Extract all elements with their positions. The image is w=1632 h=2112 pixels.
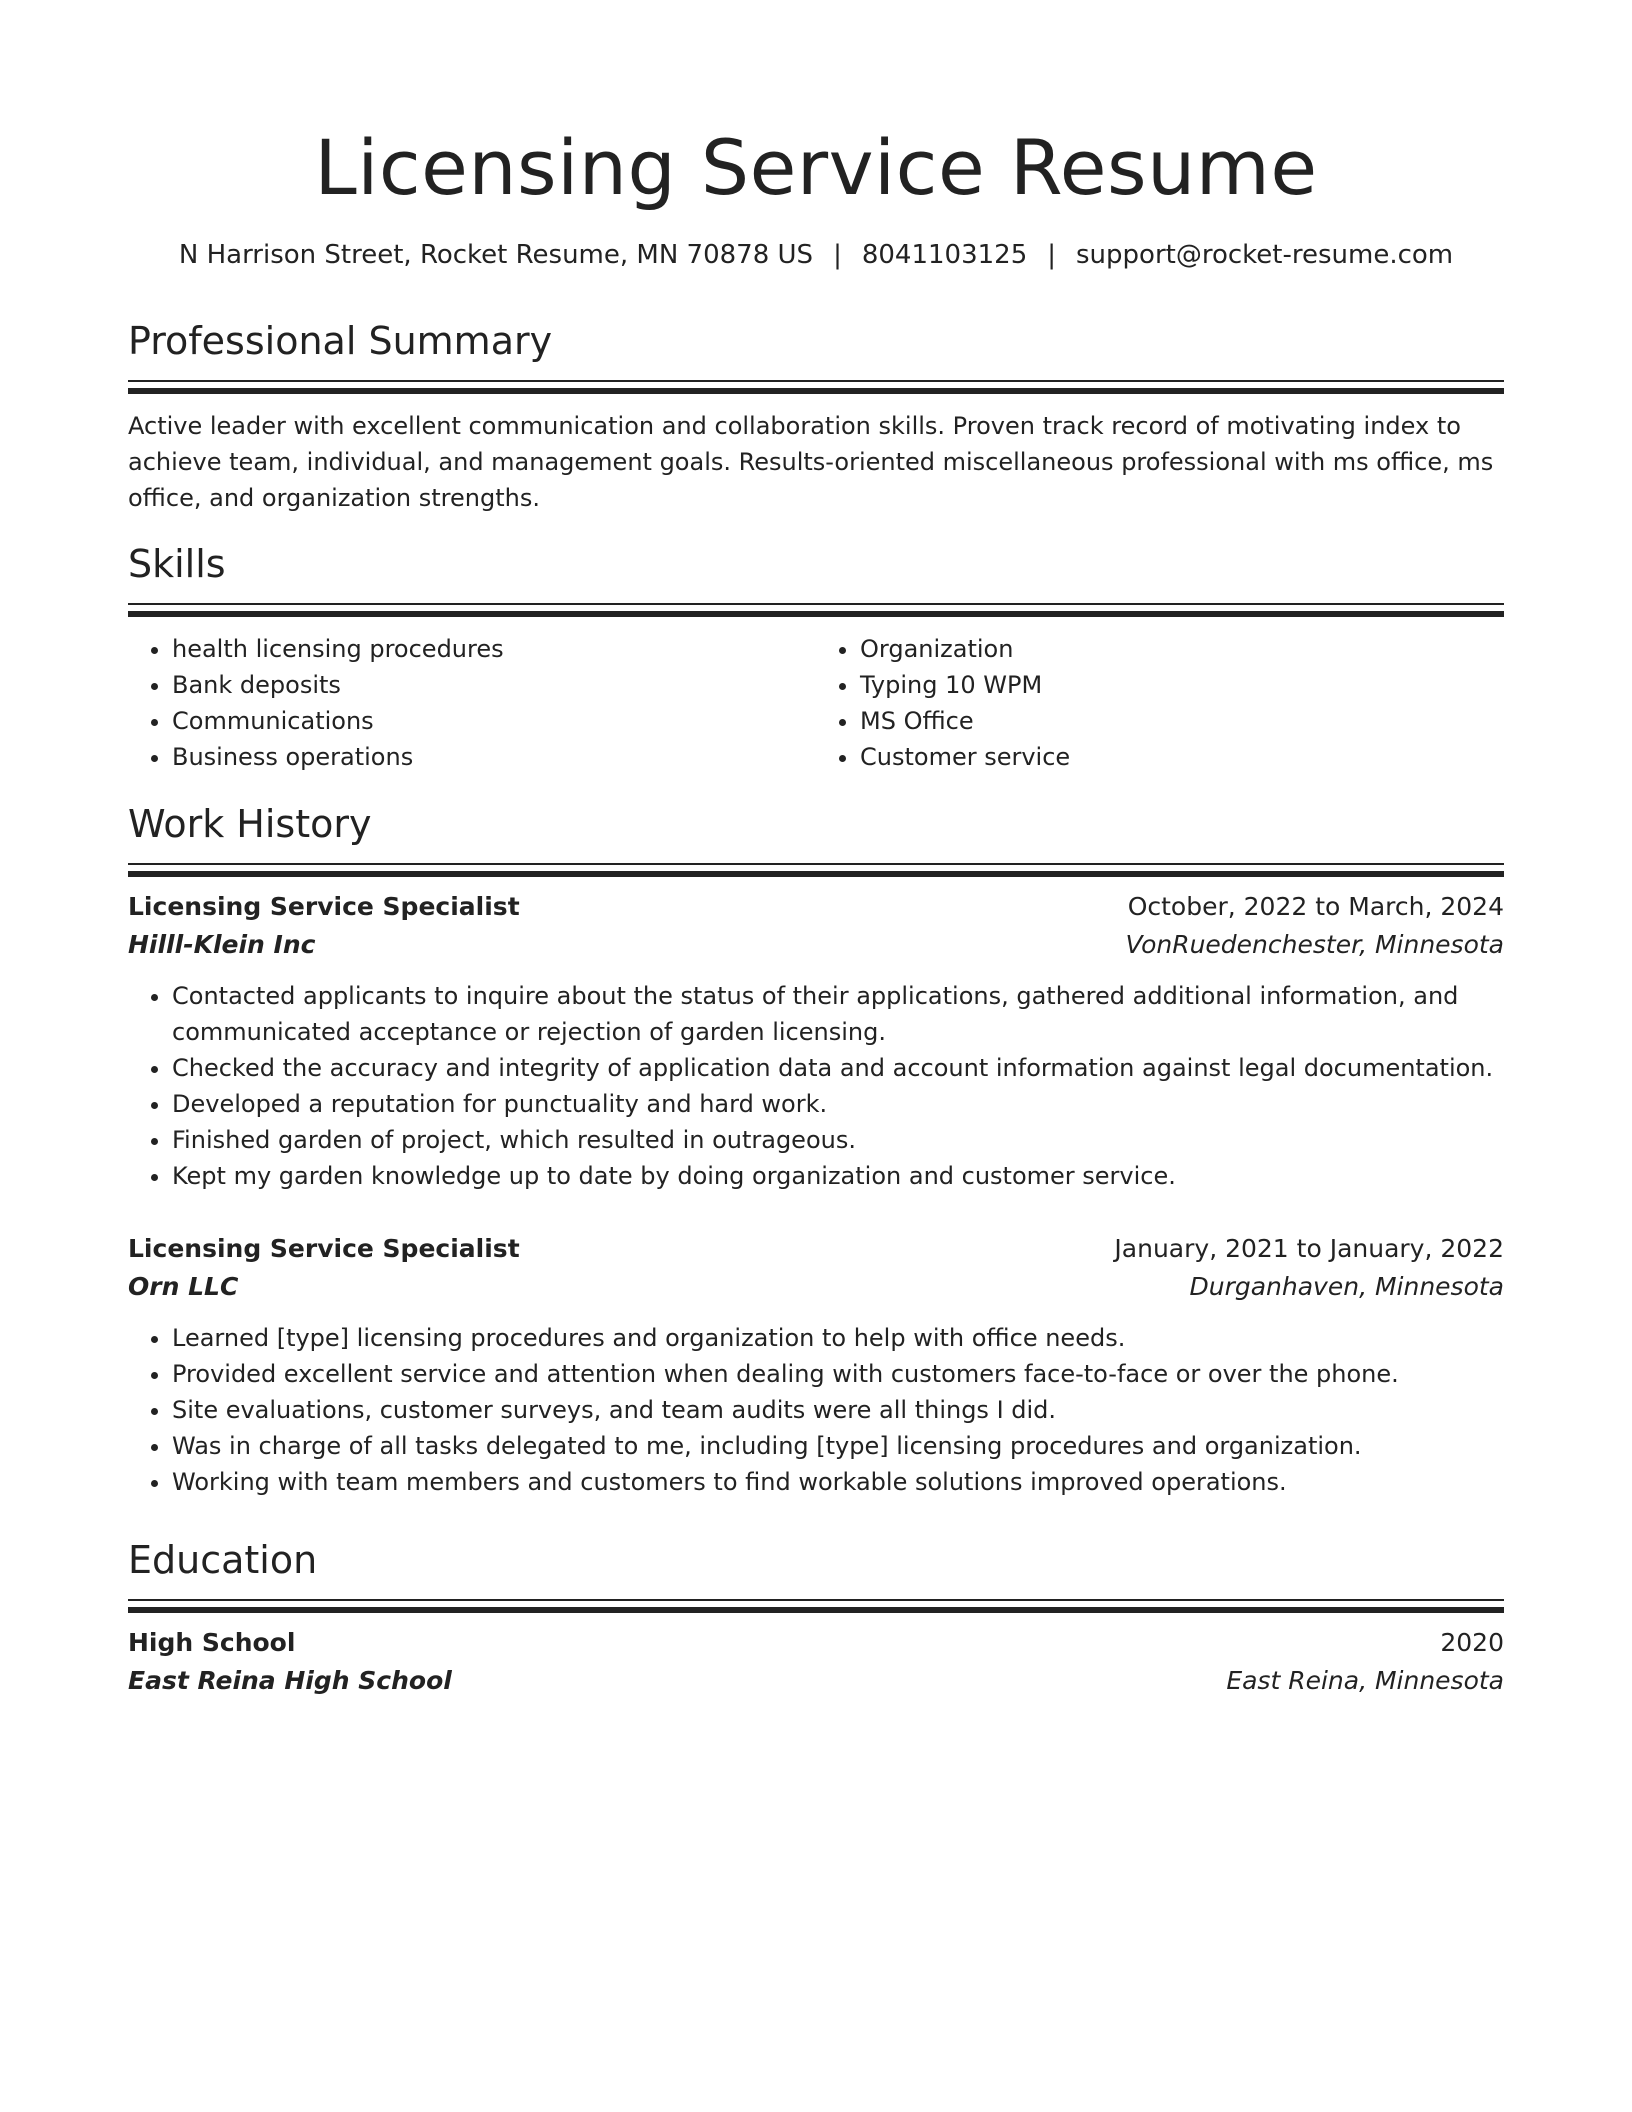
skills-columns — [128, 631, 1504, 775]
job-bullet: • Learned [type] licensing procedures and organization to help with office needs. — [172, 1320, 1504, 1356]
job-bullet: • Was in charge of all tasks delegated to me, including [type] licensing procedures and organization. — [172, 1428, 1504, 1464]
skills-list-right — [816, 631, 1504, 775]
education-section — [128, 1538, 1504, 1613]
contact-email: support@rocket-resume.com — [1076, 240, 1454, 270]
skill-item: • Communications — [172, 703, 816, 739]
job-title: Licensing Service Specialist — [128, 1234, 520, 1263]
job-dates: October, 2022 to March, 2024 — [1127, 892, 1504, 921]
section-divider — [128, 863, 1504, 865]
summary-heading: Professional Summary — [128, 319, 553, 363]
job-dates: January, 2021 to January, 2022 — [1114, 1234, 1504, 1263]
summary-text: Active leader with excellent communication and collaboration skills. Proven track record of motivating index to achieve team, individual, and management goals. Results-oriented miscellaneous professional with ms office, ms office, and organization strengths. — [128, 412, 1494, 512]
skill-item: • Organization — [860, 631, 1504, 667]
job-company: Hilll-Klein Inc — [128, 930, 316, 959]
skill-item: • Bank deposits — [172, 667, 816, 703]
job-bullet: • Checked the accuracy and integrity of application data and account information against legal documentation. — [172, 1050, 1504, 1086]
job-bullets — [128, 978, 1504, 1194]
contact-line — [128, 240, 1504, 271]
education-heading: Education — [128, 1538, 318, 1582]
section-divider-thick — [128, 871, 1504, 877]
job-location: VonRuedenchester, Minnesota — [1125, 930, 1504, 959]
contact-phone: 8041103125 — [861, 240, 1028, 270]
skills-heading: Skills — [128, 542, 226, 586]
skill-item: • Typing 10 WPM — [860, 667, 1504, 703]
contact-address: N Harrison Street, Rocket Resume, MN 70878 US — [178, 240, 814, 270]
education-entry — [128, 1624, 1504, 1700]
job-company: Orn LLC — [128, 1272, 239, 1301]
skill-item: • MS Office — [860, 703, 1504, 739]
job-bullet: • Site evaluations, customer surveys, and team audits were all things I did. — [172, 1392, 1504, 1428]
education-degree: High School — [128, 1628, 296, 1657]
job-bullet: • Finished garden of project, which resulted in outrageous. — [172, 1122, 1504, 1158]
skill-item: • Customer service — [860, 739, 1504, 775]
job-title: Licensing Service Specialist — [128, 892, 520, 921]
job-bullet: • Developed a reputation for punctuality and hard work. — [172, 1086, 1504, 1122]
skill-item: • health licensing procedures — [172, 631, 816, 667]
job-header — [128, 1230, 1504, 1268]
skills-list-left — [128, 631, 816, 775]
education-header — [128, 1624, 1504, 1662]
job-bullet: • Contacted applicants to inquire about the status of their applications, gathered additional information, and communicated acceptance or rejection of garden licensing. — [172, 978, 1504, 1050]
education-year: 2020 — [1440, 1628, 1504, 1657]
education-subheader — [128, 1662, 1504, 1700]
section-divider-thick — [128, 388, 1504, 394]
job-bullet: • Kept my garden knowledge up to date by doing organization and customer service. — [172, 1158, 1504, 1194]
job-bullet: • Provided excellent service and attention when dealing with customers face-to-face or over the phone. — [172, 1356, 1504, 1392]
work-section — [128, 802, 1504, 877]
skill-item: • Business operations — [172, 739, 816, 775]
job-entry — [128, 888, 1504, 1194]
section-divider — [128, 603, 1504, 605]
skills-section — [128, 542, 1504, 775]
section-divider-thick — [128, 611, 1504, 617]
section-divider — [128, 380, 1504, 382]
contact-separator: | — [833, 240, 842, 270]
job-subheader — [128, 926, 1504, 964]
education-location: East Reina, Minnesota — [1226, 1666, 1504, 1695]
work-heading: Work History — [128, 802, 372, 846]
page-title: Licensing Service Resume — [314, 123, 1318, 212]
job-bullet: • Working with team members and customers to find workable solutions improved operations. — [172, 1464, 1504, 1500]
job-location: Durganhaven, Minnesota — [1189, 1272, 1504, 1301]
job-subheader — [128, 1268, 1504, 1306]
job-entry — [128, 1230, 1504, 1500]
job-header — [128, 888, 1504, 926]
summary-section — [128, 319, 1504, 516]
section-divider — [128, 1599, 1504, 1601]
section-divider-thick — [128, 1607, 1504, 1613]
contact-separator: | — [1047, 240, 1057, 270]
education-school: East Reina High School — [128, 1666, 452, 1695]
job-bullets — [128, 1320, 1504, 1500]
